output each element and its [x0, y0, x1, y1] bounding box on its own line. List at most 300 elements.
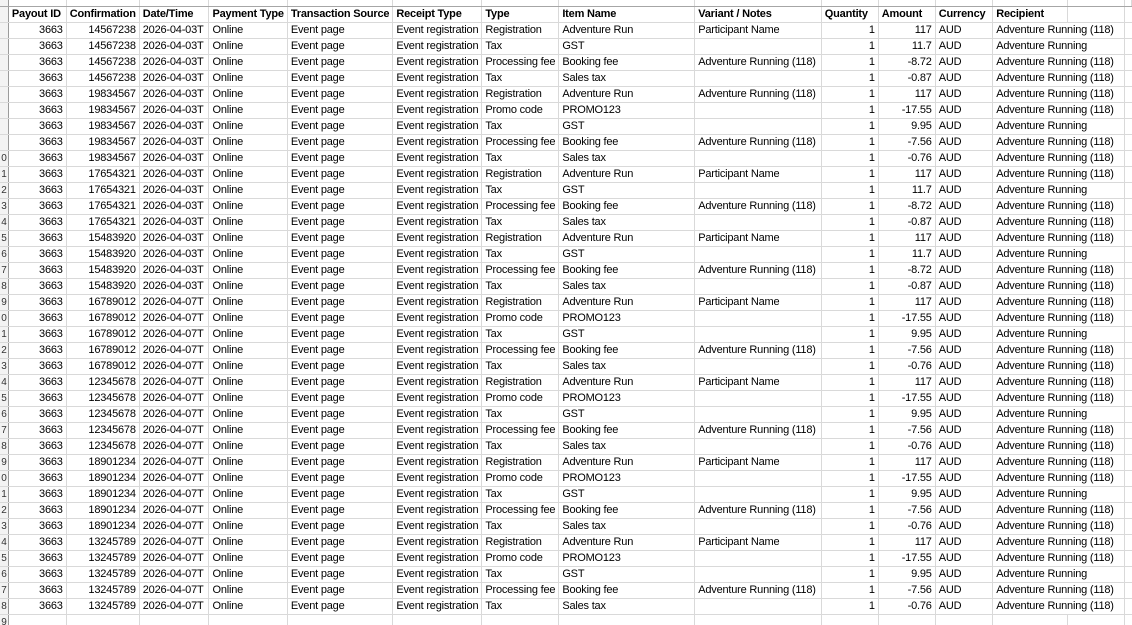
cell-payout_id[interactable]: 3663	[8, 103, 66, 119]
cell-payout_id[interactable]: 3663	[8, 487, 66, 503]
cell-variant_notes[interactable]	[695, 119, 822, 135]
cell-datetime[interactable]: 2026-04-03T	[139, 231, 209, 247]
cell-type[interactable]: Promo code	[482, 311, 559, 327]
cell-variant_notes[interactable]: Adventure Running (118)	[695, 135, 822, 151]
cell-payment_type[interactable]: Online	[209, 535, 287, 551]
row-number[interactable]: 8	[0, 599, 8, 615]
cell-receipt_type[interactable]: Event registration	[393, 55, 482, 71]
cell-amount[interactable]: -7.56	[878, 503, 935, 519]
cell-transaction_source[interactable]: Event page	[287, 455, 393, 471]
cell-item_name[interactable]: GST	[559, 39, 695, 55]
cell-datetime[interactable]: 2026-04-07T	[139, 551, 209, 567]
cell-datetime[interactable]: 2026-04-07T	[139, 519, 209, 535]
cell-recipient[interactable]: Adventure Running (118)	[993, 23, 1125, 39]
cell-amount[interactable]: 11.7	[878, 247, 935, 263]
cell-payout_id[interactable]: 3663	[8, 263, 66, 279]
cell-recipient[interactable]: Adventure Running (118)	[993, 599, 1125, 615]
row-number[interactable]: 9	[0, 295, 8, 311]
cell-datetime[interactable]	[139, 615, 209, 625]
cell-recipient[interactable]: Adventure Running (118)	[993, 455, 1125, 471]
cell-quantity[interactable]: 1	[821, 311, 878, 327]
cell-quantity[interactable]: 1	[821, 343, 878, 359]
cell-quantity[interactable]: 1	[821, 423, 878, 439]
cell-receipt_type[interactable]: Event registration	[393, 439, 482, 455]
cell-amount[interactable]: 11.7	[878, 183, 935, 199]
column-header-confirmation[interactable]: Confirmation	[66, 7, 139, 23]
cell-variant_notes[interactable]	[695, 183, 822, 199]
cell-quantity[interactable]: 1	[821, 583, 878, 599]
cell-recipient[interactable]: Adventure Running (118)	[993, 519, 1125, 535]
cell-datetime[interactable]: 2026-04-07T	[139, 407, 209, 423]
cell-transaction_source[interactable]: Event page	[287, 135, 393, 151]
cell-quantity[interactable]: 1	[821, 295, 878, 311]
row-number[interactable]	[0, 39, 8, 55]
cell-item_name[interactable]: Sales tax	[559, 71, 695, 87]
column-header-receipt_type[interactable]: Receipt Type	[393, 7, 482, 23]
cell-amount[interactable]: 9.95	[878, 487, 935, 503]
cell-confirmation[interactable]: 18901234	[66, 487, 139, 503]
cell-variant_notes[interactable]	[695, 487, 822, 503]
row-number[interactable]: 0	[0, 471, 8, 487]
cell-variant_notes[interactable]: Adventure Running (118)	[695, 55, 822, 71]
cell-transaction_source[interactable]: Event page	[287, 87, 393, 103]
cell-transaction_source[interactable]: Event page	[287, 583, 393, 599]
cell-variant_notes[interactable]	[695, 439, 822, 455]
cell-variant_notes[interactable]	[695, 71, 822, 87]
cell-quantity[interactable]: 1	[821, 375, 878, 391]
cell-item_name[interactable]: Sales tax	[559, 359, 695, 375]
cell-amount[interactable]: -0.87	[878, 215, 935, 231]
cell-payment_type[interactable]: Online	[209, 583, 287, 599]
cell-datetime[interactable]: 2026-04-07T	[139, 343, 209, 359]
cell-datetime[interactable]: 2026-04-03T	[139, 55, 209, 71]
cell-amount[interactable]: -17.55	[878, 551, 935, 567]
row-number[interactable]: 2	[0, 183, 8, 199]
cell-datetime[interactable]: 2026-04-07T	[139, 311, 209, 327]
cell-type[interactable]: Processing fee	[482, 343, 559, 359]
cell-type[interactable]: Tax	[482, 247, 559, 263]
cell-transaction_source[interactable]: Event page	[287, 151, 393, 167]
cell-amount[interactable]: -8.72	[878, 199, 935, 215]
cell-currency[interactable]: AUD	[935, 551, 993, 567]
cell-payout_id[interactable]: 3663	[8, 183, 66, 199]
cell-quantity[interactable]: 1	[821, 535, 878, 551]
cell-transaction_source[interactable]: Event page	[287, 103, 393, 119]
cell-type[interactable]: Registration	[482, 231, 559, 247]
cell-datetime[interactable]: 2026-04-03T	[139, 247, 209, 263]
cell-type[interactable]: Tax	[482, 71, 559, 87]
cell-transaction_source[interactable]: Event page	[287, 535, 393, 551]
cell-variant_notes[interactable]: Participant Name	[695, 23, 822, 39]
cell-variant_notes[interactable]: Adventure Running (118)	[695, 263, 822, 279]
cell-transaction_source[interactable]: Event page	[287, 119, 393, 135]
cell-datetime[interactable]: 2026-04-07T	[139, 295, 209, 311]
cell-receipt_type[interactable]: Event registration	[393, 119, 482, 135]
column-header-datetime[interactable]: Date/Time	[139, 7, 209, 23]
cell-confirmation[interactable]: 12345678	[66, 375, 139, 391]
cell-payment_type[interactable]: Online	[209, 423, 287, 439]
cell-item_name[interactable]: Adventure Run	[559, 231, 695, 247]
cell-recipient[interactable]: Adventure Running (118)	[993, 375, 1125, 391]
cell-item_name[interactable]: PROMO123	[559, 311, 695, 327]
cell-item_name[interactable]: Sales tax	[559, 279, 695, 295]
cell-recipient[interactable]: Adventure Running (118)	[993, 551, 1125, 567]
cell-currency[interactable]: AUD	[935, 247, 993, 263]
cell-recipient[interactable]: Adventure Running (118)	[993, 215, 1125, 231]
cell-datetime[interactable]: 2026-04-07T	[139, 487, 209, 503]
cell-variant_notes[interactable]	[695, 327, 822, 343]
row-number[interactable]: 2	[0, 503, 8, 519]
cell-payout_id[interactable]: 3663	[8, 167, 66, 183]
cell-payout_id[interactable]: 3663	[8, 359, 66, 375]
cell-payment_type[interactable]: Online	[209, 359, 287, 375]
column-header-recipient[interactable]: Recipient	[993, 7, 1068, 23]
cell-item_name[interactable]: Sales tax	[559, 599, 695, 615]
cell-receipt_type[interactable]: Event registration	[393, 103, 482, 119]
cell-confirmation[interactable]: 16789012	[66, 311, 139, 327]
cell-payment_type[interactable]: Online	[209, 39, 287, 55]
cell-payment_type[interactable]: Online	[209, 407, 287, 423]
cell-payout_id[interactable]: 3663	[8, 231, 66, 247]
cell-item_name[interactable]: Adventure Run	[559, 167, 695, 183]
cell-recipient[interactable]: Adventure Running	[993, 247, 1125, 263]
cell-transaction_source[interactable]: Event page	[287, 311, 393, 327]
cell-transaction_source[interactable]: Event page	[287, 407, 393, 423]
cell-type[interactable]: Registration	[482, 23, 559, 39]
cell-receipt_type[interactable]: Event registration	[393, 71, 482, 87]
cell-item_name[interactable]: GST	[559, 327, 695, 343]
cell-variant_notes[interactable]: Adventure Running (118)	[695, 343, 822, 359]
cell-recipient[interactable]: Adventure Running (118)	[993, 103, 1125, 119]
cell-type[interactable]: Registration	[482, 375, 559, 391]
cell-item_name[interactable]: Booking fee	[559, 423, 695, 439]
row-number[interactable]: 8	[0, 279, 8, 295]
cell-recipient[interactable]: Adventure Running	[993, 487, 1125, 503]
cell-currency[interactable]: AUD	[935, 263, 993, 279]
cell-currency[interactable]: AUD	[935, 23, 993, 39]
cell-receipt_type[interactable]: Event registration	[393, 311, 482, 327]
cell-confirmation[interactable]: 18901234	[66, 519, 139, 535]
cell-type[interactable]: Promo code	[482, 551, 559, 567]
cell-receipt_type[interactable]: Event registration	[393, 423, 482, 439]
cell-payout_id[interactable]: 3663	[8, 407, 66, 423]
cell-quantity[interactable]: 1	[821, 519, 878, 535]
cell-quantity[interactable]: 1	[821, 471, 878, 487]
cell-currency[interactable]: AUD	[935, 343, 993, 359]
cell-currency[interactable]: AUD	[935, 471, 993, 487]
cell-type[interactable]: Processing fee	[482, 263, 559, 279]
cell-recipient[interactable]: Adventure Running (118)	[993, 343, 1125, 359]
cell-item_name[interactable]: GST	[559, 487, 695, 503]
cell-payout_id[interactable]: 3663	[8, 311, 66, 327]
cell-datetime[interactable]: 2026-04-03T	[139, 167, 209, 183]
cell-datetime[interactable]: 2026-04-07T	[139, 567, 209, 583]
cell-amount[interactable]: -8.72	[878, 55, 935, 71]
cell-datetime[interactable]: 2026-04-03T	[139, 279, 209, 295]
cell-payment_type[interactable]: Online	[209, 87, 287, 103]
cell-confirmation[interactable]: 17654321	[66, 199, 139, 215]
cell-currency[interactable]: AUD	[935, 199, 993, 215]
cell-transaction_source[interactable]: Event page	[287, 391, 393, 407]
cell-datetime[interactable]: 2026-04-03T	[139, 135, 209, 151]
cell-quantity[interactable]: 1	[821, 391, 878, 407]
cell-amount[interactable]: -0.76	[878, 359, 935, 375]
row-number[interactable]: 7	[0, 583, 8, 599]
cell-item_name[interactable]: GST	[559, 407, 695, 423]
cell-amount[interactable]: -7.56	[878, 135, 935, 151]
cell-receipt_type[interactable]: Event registration	[393, 39, 482, 55]
cell-type[interactable]: Registration	[482, 295, 559, 311]
cell-receipt_type[interactable]: Event registration	[393, 295, 482, 311]
row-number[interactable]: 3	[0, 519, 8, 535]
cell-amount[interactable]: 11.7	[878, 39, 935, 55]
cell-confirmation[interactable]: 19834567	[66, 119, 139, 135]
cell-payment_type[interactable]: Online	[209, 487, 287, 503]
cell-confirmation[interactable]: 14567238	[66, 55, 139, 71]
cell-recipient[interactable]: Adventure Running	[993, 119, 1125, 135]
cell-payout_id[interactable]: 3663	[8, 87, 66, 103]
cell-payment_type[interactable]	[209, 615, 287, 625]
cell-quantity[interactable]: 1	[821, 439, 878, 455]
cell-variant_notes[interactable]	[695, 615, 822, 625]
cell-amount[interactable]: 117	[878, 167, 935, 183]
cell-currency[interactable]: AUD	[935, 439, 993, 455]
cell-confirmation[interactable]: 12345678	[66, 423, 139, 439]
cell-payout_id[interactable]: 3663	[8, 327, 66, 343]
cell-receipt_type[interactable]: Event registration	[393, 535, 482, 551]
cell-payment_type[interactable]: Online	[209, 279, 287, 295]
column-header-payout_id[interactable]: Payout ID	[8, 7, 66, 23]
cell-item_name[interactable]: PROMO123	[559, 103, 695, 119]
cell-payout_id[interactable]: 3663	[8, 519, 66, 535]
row-number[interactable]	[0, 103, 8, 119]
cell-payout_id[interactable]: 3663	[8, 503, 66, 519]
cell-datetime[interactable]: 2026-04-07T	[139, 535, 209, 551]
cell-item_name[interactable]: Booking fee	[559, 503, 695, 519]
cell-recipient[interactable]: Adventure Running (118)	[993, 231, 1125, 247]
cell-confirmation[interactable]: 17654321	[66, 167, 139, 183]
cell-quantity[interactable]: 1	[821, 23, 878, 39]
cell-amount[interactable]: -17.55	[878, 391, 935, 407]
cell-type[interactable]: Processing fee	[482, 55, 559, 71]
cell-transaction_source[interactable]: Event page	[287, 471, 393, 487]
cell-currency[interactable]: AUD	[935, 455, 993, 471]
row-number[interactable]: 1	[0, 167, 8, 183]
row-number[interactable]: 0	[0, 311, 8, 327]
cell-item_name[interactable]: Booking fee	[559, 55, 695, 71]
cell-payment_type[interactable]: Online	[209, 311, 287, 327]
cell-recipient[interactable]: Adventure Running	[993, 183, 1125, 199]
cell-payout_id[interactable]: 3663	[8, 23, 66, 39]
cell-currency[interactable]: AUD	[935, 295, 993, 311]
cell-amount[interactable]: -0.87	[878, 71, 935, 87]
cell-receipt_type[interactable]: Event registration	[393, 375, 482, 391]
row-number[interactable]: 1	[0, 487, 8, 503]
cell-currency[interactable]: AUD	[935, 583, 993, 599]
cell-item_name[interactable]: Sales tax	[559, 439, 695, 455]
cell-item_name[interactable]: GST	[559, 183, 695, 199]
cell-currency[interactable]: AUD	[935, 375, 993, 391]
cell-variant_notes[interactable]	[695, 599, 822, 615]
cell-datetime[interactable]: 2026-04-03T	[139, 215, 209, 231]
cell-amount[interactable]: 9.95	[878, 407, 935, 423]
cell-payout_id[interactable]: 3663	[8, 343, 66, 359]
cell-item_name[interactable]: Adventure Run	[559, 535, 695, 551]
cell-quantity[interactable]: 1	[821, 455, 878, 471]
cell-currency[interactable]: AUD	[935, 535, 993, 551]
row-number[interactable]	[0, 87, 8, 103]
cell-confirmation[interactable]: 19834567	[66, 151, 139, 167]
cell-quantity[interactable]: 1	[821, 55, 878, 71]
cell-type[interactable]: Tax	[482, 151, 559, 167]
cell-payment_type[interactable]: Online	[209, 503, 287, 519]
cell-payout_id[interactable]: 3663	[8, 439, 66, 455]
cell-confirmation[interactable]: 17654321	[66, 183, 139, 199]
cell-transaction_source[interactable]: Event page	[287, 359, 393, 375]
cell-recipient[interactable]: Adventure Running	[993, 39, 1125, 55]
cell-payout_id[interactable]: 3663	[8, 39, 66, 55]
cell-datetime[interactable]: 2026-04-07T	[139, 583, 209, 599]
cell-receipt_type[interactable]: Event registration	[393, 471, 482, 487]
row-number[interactable]: 6	[0, 247, 8, 263]
cell-quantity[interactable]: 1	[821, 599, 878, 615]
cell-payment_type[interactable]: Online	[209, 455, 287, 471]
column-header-blank[interactable]	[1067, 7, 1124, 23]
cell-transaction_source[interactable]: Event page	[287, 519, 393, 535]
cell-datetime[interactable]: 2026-04-07T	[139, 455, 209, 471]
cell-amount[interactable]: -0.76	[878, 599, 935, 615]
cell-quantity[interactable]: 1	[821, 135, 878, 151]
cell-currency[interactable]: AUD	[935, 119, 993, 135]
cell-recipient[interactable]: Adventure Running (118)	[993, 263, 1125, 279]
cell-variant_notes[interactable]	[695, 551, 822, 567]
cell-type[interactable]: Tax	[482, 567, 559, 583]
cell-datetime[interactable]: 2026-04-03T	[139, 263, 209, 279]
cell-payment_type[interactable]: Online	[209, 103, 287, 119]
cell-payment_type[interactable]: Online	[209, 119, 287, 135]
cell-payment_type[interactable]: Online	[209, 551, 287, 567]
cell-payment_type[interactable]: Online	[209, 71, 287, 87]
cell-currency[interactable]: AUD	[935, 423, 993, 439]
cell-payment_type[interactable]: Online	[209, 167, 287, 183]
cell-receipt_type[interactable]: Event registration	[393, 231, 482, 247]
cell-amount[interactable]: 9.95	[878, 327, 935, 343]
cell-payout_id[interactable]: 3663	[8, 279, 66, 295]
row-number[interactable]	[0, 119, 8, 135]
cell-receipt_type[interactable]: Event registration	[393, 583, 482, 599]
cell-variant_notes[interactable]	[695, 359, 822, 375]
cell-payout_id[interactable]: 3663	[8, 551, 66, 567]
row-number[interactable]: 9	[0, 455, 8, 471]
cell-item_name[interactable]: Sales tax	[559, 151, 695, 167]
cell-payment_type[interactable]: Online	[209, 183, 287, 199]
cell-currency[interactable]: AUD	[935, 311, 993, 327]
cell-transaction_source[interactable]: Event page	[287, 551, 393, 567]
cell-currency[interactable]: AUD	[935, 279, 993, 295]
cell-transaction_source[interactable]: Event page	[287, 231, 393, 247]
cell-item_name[interactable]: GST	[559, 247, 695, 263]
cell-type[interactable]: Registration	[482, 167, 559, 183]
cell-confirmation[interactable]: 18901234	[66, 455, 139, 471]
cell-item_name[interactable]: Adventure Run	[559, 295, 695, 311]
cell-type[interactable]: Tax	[482, 439, 559, 455]
cell-datetime[interactable]: 2026-04-03T	[139, 23, 209, 39]
cell-payout_id[interactable]: 3663	[8, 295, 66, 311]
row-number[interactable]	[0, 55, 8, 71]
cell-type[interactable]: Tax	[482, 407, 559, 423]
cell-item_name[interactable]	[559, 615, 695, 625]
cell-receipt_type[interactable]: Event registration	[393, 487, 482, 503]
cell-transaction_source[interactable]: Event page	[287, 167, 393, 183]
cell-quantity[interactable]	[821, 615, 878, 625]
cell-payment_type[interactable]: Online	[209, 295, 287, 311]
cell-confirmation[interactable]: 16789012	[66, 343, 139, 359]
row-number[interactable]: 7	[0, 423, 8, 439]
cell-variant_notes[interactable]	[695, 39, 822, 55]
cell-receipt_type[interactable]: Event registration	[393, 519, 482, 535]
cell-amount[interactable]: 117	[878, 231, 935, 247]
cell-type[interactable]: Registration	[482, 535, 559, 551]
cell-quantity[interactable]: 1	[821, 87, 878, 103]
column-header-type[interactable]: Type	[482, 7, 559, 23]
row-number[interactable]: 3	[0, 359, 8, 375]
cell-payout_id[interactable]: 3663	[8, 247, 66, 263]
cell-transaction_source[interactable]: Event page	[287, 39, 393, 55]
cell-confirmation[interactable]: 16789012	[66, 359, 139, 375]
cell-quantity[interactable]: 1	[821, 183, 878, 199]
cell-amount[interactable]: 9.95	[878, 119, 935, 135]
row-number[interactable]: 2	[0, 343, 8, 359]
cell-recipient[interactable]: Adventure Running (118)	[993, 199, 1125, 215]
cell-type[interactable]: Tax	[482, 519, 559, 535]
cell-amount[interactable]: 117	[878, 455, 935, 471]
cell-currency[interactable]: AUD	[935, 151, 993, 167]
cell-receipt_type[interactable]: Event registration	[393, 135, 482, 151]
cell-receipt_type[interactable]: Event registration	[393, 151, 482, 167]
cell-amount[interactable]: -0.76	[878, 151, 935, 167]
cell-payment_type[interactable]: Online	[209, 231, 287, 247]
cell-confirmation[interactable]: 15483920	[66, 231, 139, 247]
row-number[interactable]: 1	[0, 327, 8, 343]
cell-transaction_source[interactable]: Event page	[287, 183, 393, 199]
cell-quantity[interactable]: 1	[821, 263, 878, 279]
cell-transaction_source[interactable]: Event page	[287, 199, 393, 215]
cell-datetime[interactable]: 2026-04-07T	[139, 471, 209, 487]
cell-recipient[interactable]: Adventure Running (118)	[993, 423, 1125, 439]
cell-variant_notes[interactable]: Participant Name	[695, 231, 822, 247]
cell-type[interactable]: Registration	[482, 455, 559, 471]
row-number[interactable]: 9	[0, 615, 8, 625]
cell-variant_notes[interactable]	[695, 567, 822, 583]
cell-currency[interactable]: AUD	[935, 599, 993, 615]
cell-payment_type[interactable]: Online	[209, 151, 287, 167]
cell-amount[interactable]: -7.56	[878, 423, 935, 439]
cell-currency[interactable]: AUD	[935, 503, 993, 519]
cell-quantity[interactable]: 1	[821, 119, 878, 135]
cell-recipient[interactable]: Adventure Running (118)	[993, 71, 1125, 87]
cell-quantity[interactable]: 1	[821, 359, 878, 375]
cell-receipt_type[interactable]: Event registration	[393, 279, 482, 295]
cell-amount[interactable]	[878, 615, 935, 625]
cell-quantity[interactable]: 1	[821, 503, 878, 519]
cell-type[interactable]: Registration	[482, 87, 559, 103]
cell-payment_type[interactable]: Online	[209, 519, 287, 535]
cell-currency[interactable]: AUD	[935, 87, 993, 103]
cell-confirmation[interactable]: 16789012	[66, 295, 139, 311]
cell-amount[interactable]: -17.55	[878, 311, 935, 327]
cell-payment_type[interactable]: Online	[209, 215, 287, 231]
cell-quantity[interactable]: 1	[821, 231, 878, 247]
